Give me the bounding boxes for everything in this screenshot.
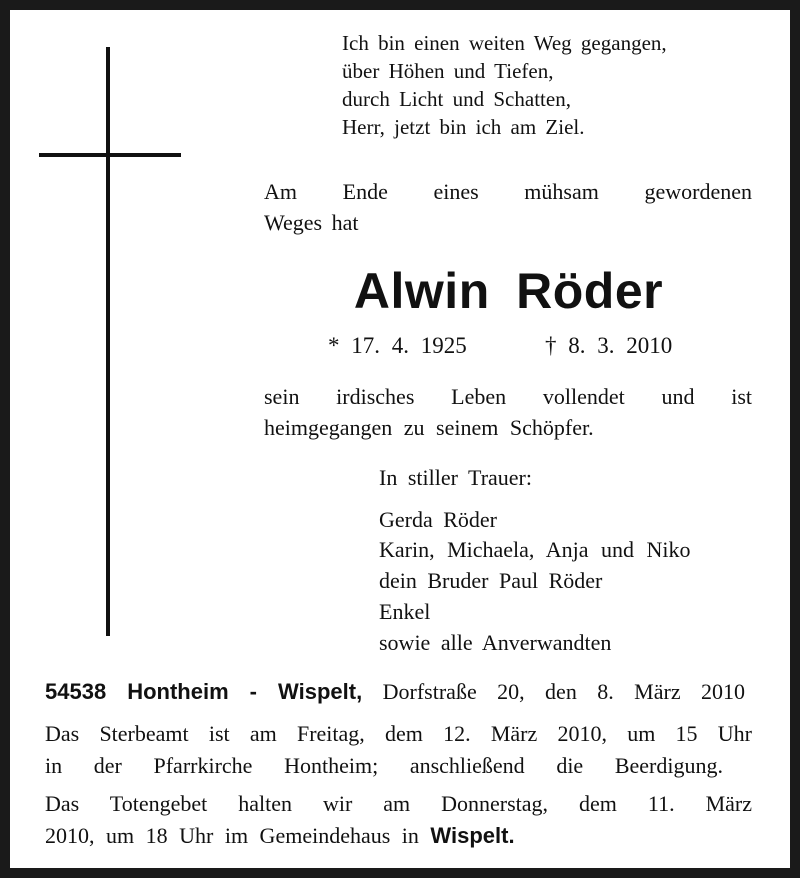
prayer-line-2	[45, 820, 752, 852]
cross-icon-crossbar	[39, 153, 181, 157]
address-place: 54538 Hontheim - Wispelt,	[45, 679, 363, 704]
poem	[342, 29, 667, 141]
mourner-line: Gerda Röder	[379, 507, 498, 532]
poem-line: Herr, jetzt bin ich am Ziel.	[342, 115, 585, 139]
prayer-place: Wispelt.	[430, 823, 515, 848]
intro-line-2: Weges hat	[264, 210, 359, 235]
mourner-line: Enkel	[379, 599, 431, 624]
poem-line: durch Licht und Schatten,	[342, 87, 571, 111]
prayer-line-2-text: 2010, um 18 Uhr im Gemeindehaus in	[45, 823, 419, 848]
prayer-line-1: Das Totengebet halten wir am Donnerstag, dem 11. März	[45, 791, 752, 816]
deceased-name: Alwin Röder	[353, 263, 664, 319]
mourners-heading: In stiller Trauer:	[379, 465, 532, 490]
closing-line-2: heimgegangen zu seinem Schöpfer.	[264, 415, 594, 440]
address-rest: Dorfstraße 20, den 8. März 2010	[382, 679, 746, 704]
funeral-line-1: Das Sterbeamt ist am Freitag, dem 12. März 2010, um 15 Uhr	[45, 721, 752, 746]
address-line	[45, 676, 745, 708]
closing-line-1: sein irdisches Leben vollendet und ist	[264, 384, 752, 409]
birth-date: * 17. 4. 1925	[328, 333, 467, 358]
funeral-line-2: in der Pfarrkirche Hontheim; anschließend die Beerdigung.	[45, 753, 723, 778]
mourner-line: sowie alle Anverwandten	[379, 630, 612, 655]
mourner-line: dein Bruder Paul Röder	[379, 568, 603, 593]
mourner-line: Karin, Michaela, Anja und Niko	[379, 537, 691, 562]
poem-line: Ich bin einen weiten Weg gegangen,	[342, 31, 667, 55]
intro-line-1: Am Ende eines mühsam gewordenen	[264, 179, 752, 204]
cross-icon	[106, 47, 110, 636]
poem-line: über Höhen und Tiefen,	[342, 59, 554, 83]
death-date: † 8. 3. 2010	[545, 333, 673, 358]
